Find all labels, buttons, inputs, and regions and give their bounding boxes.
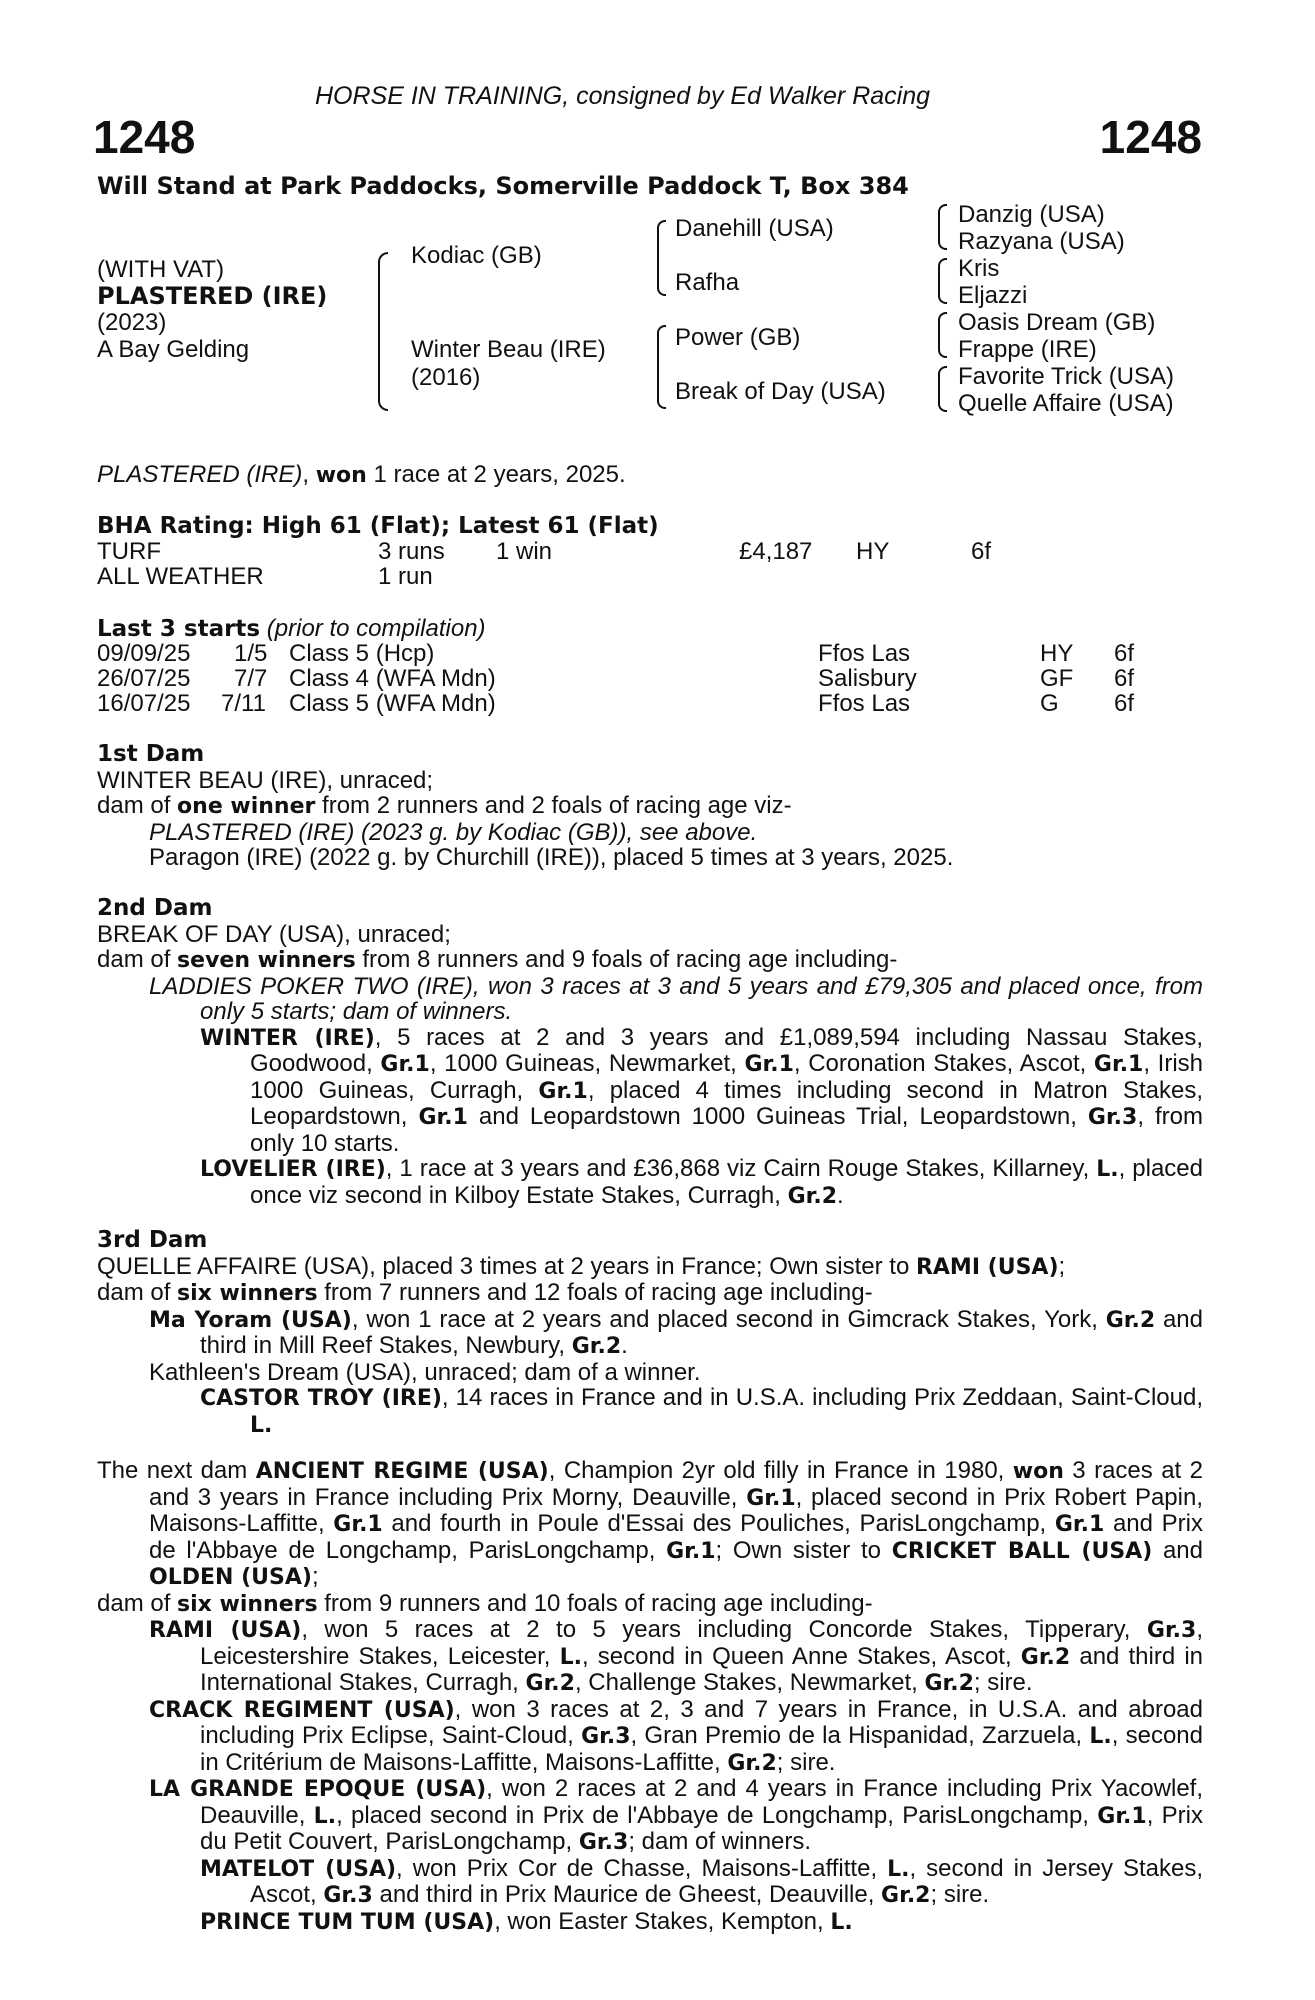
rating-runs: 3 runs — [378, 538, 445, 565]
g3-6: Favorite Trick (USA) — [958, 363, 1175, 390]
start-pos: 1/5 — [234, 640, 268, 667]
offspring-entry: Kathleen's Dream (USA), unraced; dam of a winner. — [149, 1358, 701, 1386]
offspring-entry: LA GRANDE EPOQUE (USA), won 2 races at 2 and 4 years in France including Prix Yacowlef, Deauville, L., placed second in Prix de l'Abbaye de Longchamp, ParisLongchamp, Gr.1, Prix du Petit Couvert, ParisLongchamp, Gr.3; dam of winners. — [149, 1775, 1203, 1855]
g3-2: Kris — [958, 255, 1000, 282]
sire: Kodiac (GB) — [411, 242, 542, 269]
lot-number-left: 1248 — [93, 111, 196, 163]
pedigree-brace-2b — [657, 325, 666, 409]
rating-prize: £4,187 — [739, 538, 813, 565]
dam-produce-line: dam of six winners from 9 runners and 10 foals of racing age including- — [97, 1589, 873, 1617]
g3-0: Danzig (USA) — [958, 201, 1105, 228]
rating-surface: ALL WEATHER — [97, 563, 264, 590]
third-dam-section — [97, 1228, 1203, 1438]
dam-line: BREAK OF DAY (USA), unraced; — [97, 920, 451, 948]
vat-note: (WITH VAT) — [97, 256, 225, 283]
start-course: Ffos Las — [818, 640, 911, 667]
offspring-entry: Ma Yoram (USA), won 1 race at 2 years and placed second in Gimcrack Stakes, York, Gr.2 and third in Mill Reef Stakes, Newbury, Gr.2. — [149, 1305, 1204, 1359]
dam-line: QUELLE AFFAIRE (USA), placed 3 times at 2 years in France; Own sister to RAMI (USA); — [97, 1252, 1066, 1280]
g3-5: Frappe (IRE) — [958, 336, 1097, 363]
dam-dam: Break of Day (USA) — [675, 378, 886, 405]
horse-name: PLASTERED (IRE) — [97, 282, 328, 310]
dam-produce-line: dam of seven winners from 8 runners and 9 foals of racing age including- — [97, 946, 898, 973]
start-race: Class 5 (WFA Mdn) — [289, 690, 496, 717]
dam: Winter Beau (IRE) — [411, 336, 606, 363]
start-date: 09/09/25 — [97, 640, 191, 667]
catalogue-header: HORSE IN TRAINING, consigned by Ed Walker Racing — [315, 82, 931, 110]
start-pos: 7/11 — [221, 690, 266, 717]
offspring-entry: RAMI (USA), won 5 races at 2 to 5 years including Concorde Stakes, Tipperary, Gr.3, Leicestershire Stakes, Leicester, L., second in Queen Anne Stakes, Ascot, Gr.2 and third in International Stakes, Curragh, Gr.2, Challenge Stakes, Newmarket, Gr.2; sire. — [149, 1616, 1204, 1696]
pedigree-brace-3c — [938, 312, 947, 358]
offspring-entry: WINTER (IRE), 5 races at 2 and 3 years and £1,089,594 including Nassau Stakes, Goodwood, Gr.1, 1000 Guineas, Newmarket, Gr.1, Coronation Stakes, Ascot, Gr.1, Irish 1000 Guineas, Curragh, Gr.1, placed 4 times including second in Matron Stakes, Leopardstown, Gr.1 and Leopardstown 1000 Guineas Trial, Leopardstown, Gr.3, from only 10 starts. — [200, 1023, 1204, 1157]
start-course: Salisbury — [818, 665, 917, 692]
race-summary: PLASTERED (IRE), won 1 race at 2 years, 2025. — [97, 461, 626, 488]
offspring-entry: CRACK REGIMENT (USA), won 3 races at 2, 3 and 7 years in France, in U.S.A. and abroad including Prix Eclipse, Saint-Cloud, Gr.3, Gran Premio de la Hispanidad, Zarzuela, L., second in Critérium de Maisons-Laffitte, Maisons-Laffitte, Gr.2; sire. — [149, 1695, 1203, 1776]
offspring-entry: LADDIES POKER TWO (IRE), won 3 races at 3 and 5 years and £79,305 and placed once, from only 5 starts; dam of winners. — [149, 972, 1203, 1025]
g3-4: Oasis Dream (GB) — [958, 309, 1156, 336]
dam-year: (2016) — [411, 364, 481, 391]
dam-line: WINTER BEAU (IRE), unraced; — [97, 766, 434, 794]
second-dam-section — [97, 896, 1203, 1209]
rating-dist: 6f — [971, 538, 992, 565]
start-pos: 7/7 — [234, 665, 268, 692]
dam-produce-line: dam of one winner from 2 runners and 2 foals of racing age viz- — [97, 792, 792, 819]
start-dist: 6f — [1114, 640, 1135, 667]
pedigree-brace-3a — [938, 204, 947, 250]
start-going: HY — [1040, 640, 1074, 667]
dam-produce-line: dam of six winners from 7 runners and 12 foals of racing age including- — [97, 1279, 873, 1306]
dam-sire: Power (GB) — [675, 324, 801, 351]
first-dam-section — [97, 742, 1203, 871]
last-starts-heading: Last 3 starts (prior to compilation) — [97, 615, 486, 642]
start-race: Class 4 (WFA Mdn) — [289, 665, 496, 692]
pedigree-brace-3d — [938, 366, 947, 412]
sire-dam: Rafha — [675, 269, 740, 296]
offspring-entry: MATELOT (USA), won Prix Cor de Chasse, Maisons-Laffitte, L., second in Jersey Stakes, Ascot, Gr.3 and third in Prix Maurice de Gheest, Deauville, Gr.2; sire. — [200, 1854, 1203, 1908]
g3-7: Quelle Affaire (USA) — [958, 390, 1174, 417]
horse-year: (2023) — [97, 309, 167, 336]
dam-line: The next dam ANCIENT REGIME (USA), Champion 2yr old filly in France in 1980, won 3 races at 2 and 3 years in France including Prix Morny, Deauville, Gr.1, placed second in Prix Robert Papin, Maisons-Laffitte, Gr.1 and fourth in Poule d'Essai des Pouliches, ParisLongchamp, Gr.1 and Prix de l'Abbaye de Longchamp, ParisLongchamp, Gr.1; Own sister to CRICKET BALL (USA) and OLDEN (USA); — [97, 1457, 1204, 1590]
g3-3: Eljazzi — [958, 282, 1028, 309]
sire-sire: Danehill (USA) — [675, 215, 834, 242]
offspring-entry: PLASTERED (IRE) (2023 g. by Kodiac (GB)), see above. — [149, 818, 758, 846]
section-heading: 1st Dam — [97, 741, 205, 767]
pedigree-brace-3b — [938, 258, 947, 304]
pedigree-brace-2a — [657, 220, 666, 296]
start-dist: 6f — [1114, 690, 1135, 717]
start-race: Class 5 (Hcp) — [289, 640, 435, 667]
horse-description: A Bay Gelding — [97, 336, 250, 363]
start-date: 26/07/25 — [97, 665, 191, 692]
bha-rating: BHA Rating: High 61 (Flat); Latest 61 (Flat) — [97, 513, 659, 539]
next-dam-section — [97, 1458, 1203, 1935]
rating-going: HY — [856, 538, 890, 565]
start-going: G — [1040, 690, 1059, 717]
offspring-entry: LOVELIER (IRE), 1 race at 3 years and £36,868 viz Cairn Rouge Stakes, Killarney, L., placed once viz second in Kilboy Estate Stakes, Curragh, Gr.2. — [200, 1155, 1203, 1209]
offspring-entry: CASTOR TROY (IRE), 14 races in France and in U.S.A. including Prix Zeddaan, Saint-Cloud, L. — [200, 1384, 1203, 1438]
pedigree-brace-1 — [378, 252, 388, 411]
start-going: GF — [1040, 665, 1074, 692]
start-date: 16/07/25 — [97, 690, 191, 717]
start-course: Ffos Las — [818, 690, 911, 717]
lot-number-right: 1248 — [1099, 111, 1202, 163]
offspring-entry: Paragon (IRE) (2022 g. by Churchill (IRE)), placed 5 times at 3 years, 2025. — [149, 844, 954, 871]
section-heading: 3rd Dam — [97, 1227, 208, 1253]
rating-surface: TURF — [97, 538, 161, 565]
g3-1: Razyana (USA) — [958, 228, 1125, 255]
rating-wins: 1 win — [496, 538, 553, 565]
section-heading: 2nd Dam — [97, 895, 213, 921]
start-dist: 6f — [1114, 665, 1135, 692]
rating-runs: 1 run — [378, 563, 433, 590]
stand-location: Will Stand at Park Paddocks, Somerville Paddock T, Box 384 — [97, 172, 909, 200]
offspring-entry: PRINCE TUM TUM (USA), won Easter Stakes, Kempton, L. — [200, 1907, 853, 1935]
